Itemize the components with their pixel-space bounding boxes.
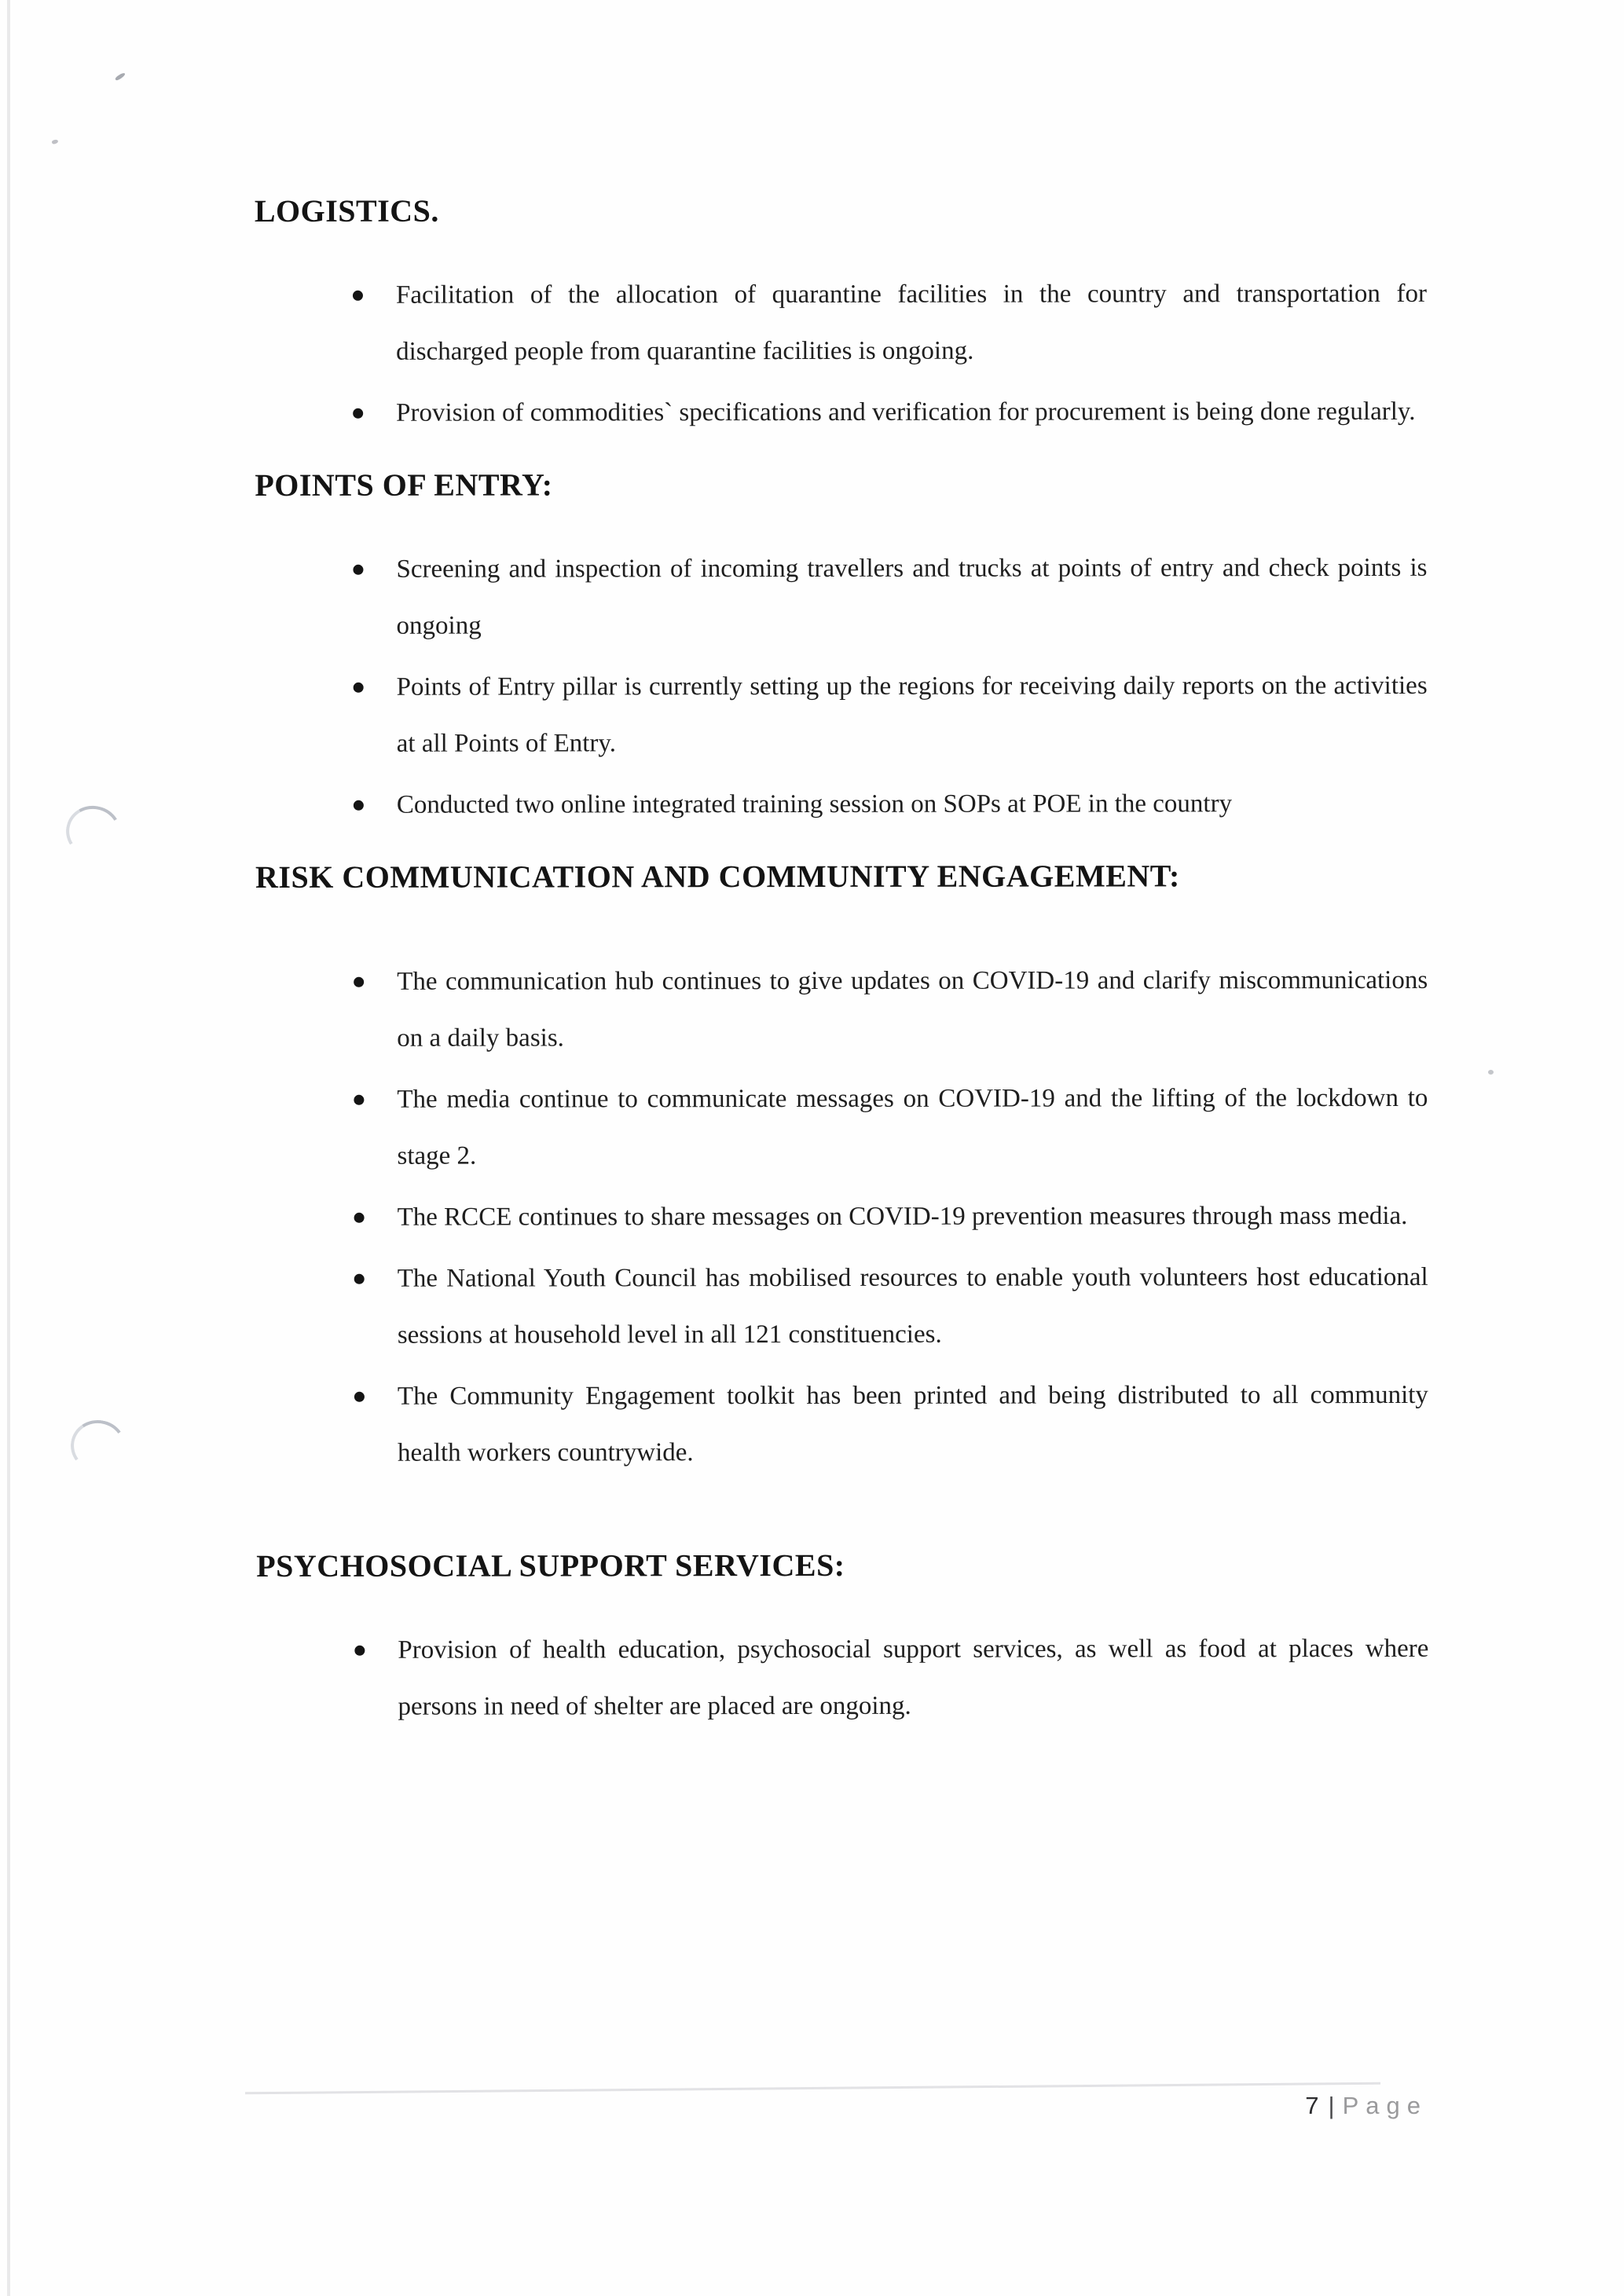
page-footer: [1305, 2092, 1428, 2120]
bullet-list: [256, 1620, 1428, 1735]
section-heading: POINTS OF ENTRY:: [255, 467, 553, 503]
list-item: Provision of health education, psychosocial support services, as well as food at places where persons in need of shelter are placed are ongoing.: [398, 1620, 1428, 1735]
footer-divider: [245, 2082, 1380, 2095]
bullet-list: [255, 265, 1427, 441]
list-item: The media continue to communicate messages on COVID-19 and the lifting of the lockdown to stage 2.: [397, 1070, 1428, 1185]
list-item: Provision of commodities` specifications and verification for procurement is being done regularly.: [396, 383, 1427, 441]
page-number-value: 7: [1305, 2092, 1319, 2119]
section-heading: LOGISTICS.: [254, 192, 439, 229]
document-section: [255, 192, 1427, 441]
document-section: [256, 1547, 1428, 1735]
list-item: The RCCE continues to share messages on COVID-19 prevention measures through mass media.: [398, 1188, 1428, 1246]
list-item: Points of Entry pillar is currently setting up the regions for receiving daily reports on the activities at all Points of Entry.: [397, 657, 1428, 772]
footer-separator: |: [1328, 2092, 1335, 2119]
bullet-list: [255, 540, 1428, 833]
document-section: [255, 466, 1428, 833]
list-item: Conducted two online integrated training session on SOPs at POE in the country: [397, 775, 1428, 833]
section-heading: PSYCHOSOCIAL SUPPORT SERVICES:: [256, 1547, 845, 1584]
list-item: The Community Engagement toolkit has been printed and being distributed to all community health workers countrywide.: [398, 1367, 1428, 1481]
list-item: Facilitation of the allocation of quarantine facilities in the country and transportation for discharged people from quarantine facilities is ongoing.: [396, 265, 1427, 380]
page-word: Page: [1342, 2092, 1428, 2119]
list-item: The National Youth Council has mobilised resources to enable youth volunteers host educational sessions at household level in all 121 constituencies.: [398, 1249, 1428, 1364]
document-section: [255, 858, 1428, 1481]
list-item: The communication hub continues to give updates on COVID-19 and clarify miscommunications on a daily basis.: [397, 952, 1428, 1067]
section-heading: RISK COMMUNICATION AND COMMUNITY ENGAGEMENT:: [255, 858, 1180, 895]
list-item: Screening and inspection of incoming travellers and trucks at points of entry and check points is ongoing: [396, 540, 1427, 654]
bullet-list: [255, 952, 1428, 1481]
